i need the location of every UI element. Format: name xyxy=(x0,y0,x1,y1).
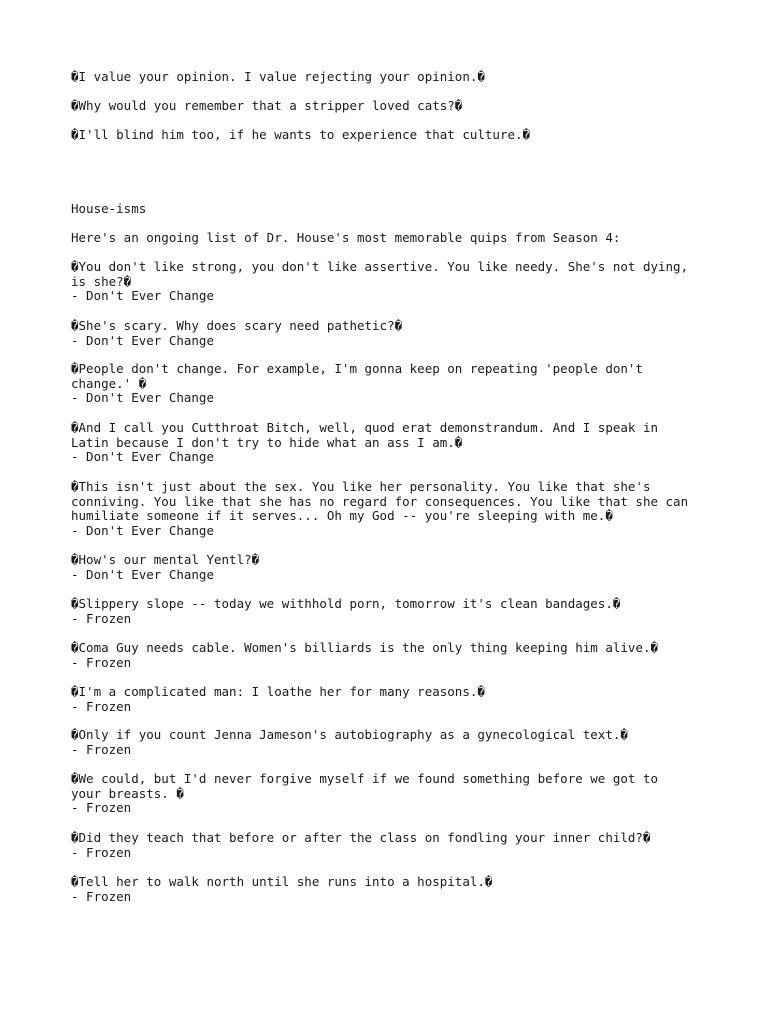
episode-label: - Frozen xyxy=(71,698,132,714)
quote-entry xyxy=(71,641,711,670)
episode-label: - Don't Ever Change xyxy=(71,332,214,348)
episode-label: - Don't Ever Change xyxy=(71,390,214,406)
quote-entry xyxy=(71,685,711,714)
quote-text: �Tell her to walk north until she runs into a hospital.� xyxy=(71,874,493,889)
episode-label: - Frozen xyxy=(71,844,132,860)
episode-label: - Don't Ever Change xyxy=(71,288,214,304)
quote-entry xyxy=(71,597,711,626)
episode-label: - Don't Ever Change xyxy=(71,449,214,465)
episode-label: - Frozen xyxy=(71,654,132,670)
top-quote: �I value your opinion. I value rejecting your opinion.� xyxy=(71,69,485,84)
quote-entry xyxy=(71,362,711,406)
episode-label: - Frozen xyxy=(71,888,132,904)
episode-label: - Don't Ever Change xyxy=(71,522,214,538)
episode-label: - Don't Ever Change xyxy=(71,566,214,582)
quote-entry xyxy=(71,260,711,304)
episode-label: - Frozen xyxy=(71,800,132,816)
quote-text: �Only if you count Jenna Jameson's autobiography as a gynecological text.� xyxy=(71,727,628,742)
quote-text: �This isn't just about the sex. You like her personality. You like that she's conniving. You like that she has no regard for consequences. You like that she can humiliate someone if it serves... Oh my God -- you're sleeping with me.� xyxy=(71,479,689,524)
quote-entry xyxy=(71,480,711,538)
quote-entry xyxy=(71,553,711,582)
quote-text: �People don't change. For example, I'm gonna keep on repeating 'people don't change.' � xyxy=(71,361,643,391)
top-quote: �Why would you remember that a stripper loved cats?� xyxy=(71,98,463,113)
quote-entry xyxy=(71,875,711,904)
section-heading: House-isms xyxy=(71,201,147,216)
quote-entry xyxy=(71,728,711,757)
episode-label: - Frozen xyxy=(71,610,132,626)
quote-text: �We could, but I'd never forgive myself if we found something before we got to your breasts. � xyxy=(71,771,658,801)
top-quote: �I'll blind him too, if he wants to experience that culture.� xyxy=(71,127,531,142)
quote-text: �She's scary. Why does scary need pathetic?� xyxy=(71,318,403,333)
quote-text: �How's our mental Yentl?� xyxy=(71,552,260,567)
quote-entry xyxy=(71,831,711,860)
episode-label: - Frozen xyxy=(71,741,132,757)
quote-text: �Did they teach that before or after the class on fondling your inner child?� xyxy=(71,830,651,845)
quote-entry xyxy=(71,421,711,465)
quote-text: �Coma Guy needs cable. Women's billiards is the only thing keeping him alive.� xyxy=(71,640,658,655)
quote-text: �I'm a complicated man: I loathe her for many reasons.� xyxy=(71,684,485,699)
quote-text: �And I call you Cutthroat Bitch, well, quod erat demonstrandum. And I speak in Latin because I don't try to hide what an ass I am.� xyxy=(71,420,658,450)
quote-entry xyxy=(71,319,711,348)
quote-entry xyxy=(71,772,711,816)
intro-text: Here's an ongoing list of Dr. House's most memorable quips from Season 4: xyxy=(71,230,621,245)
quote-text: �Slippery slope -- today we withhold porn, tomorrow it's clean bandages.� xyxy=(71,596,621,611)
quote-text: �You don't like strong, you don't like assertive. You like needy. She's not dying, is she?� xyxy=(71,259,689,289)
